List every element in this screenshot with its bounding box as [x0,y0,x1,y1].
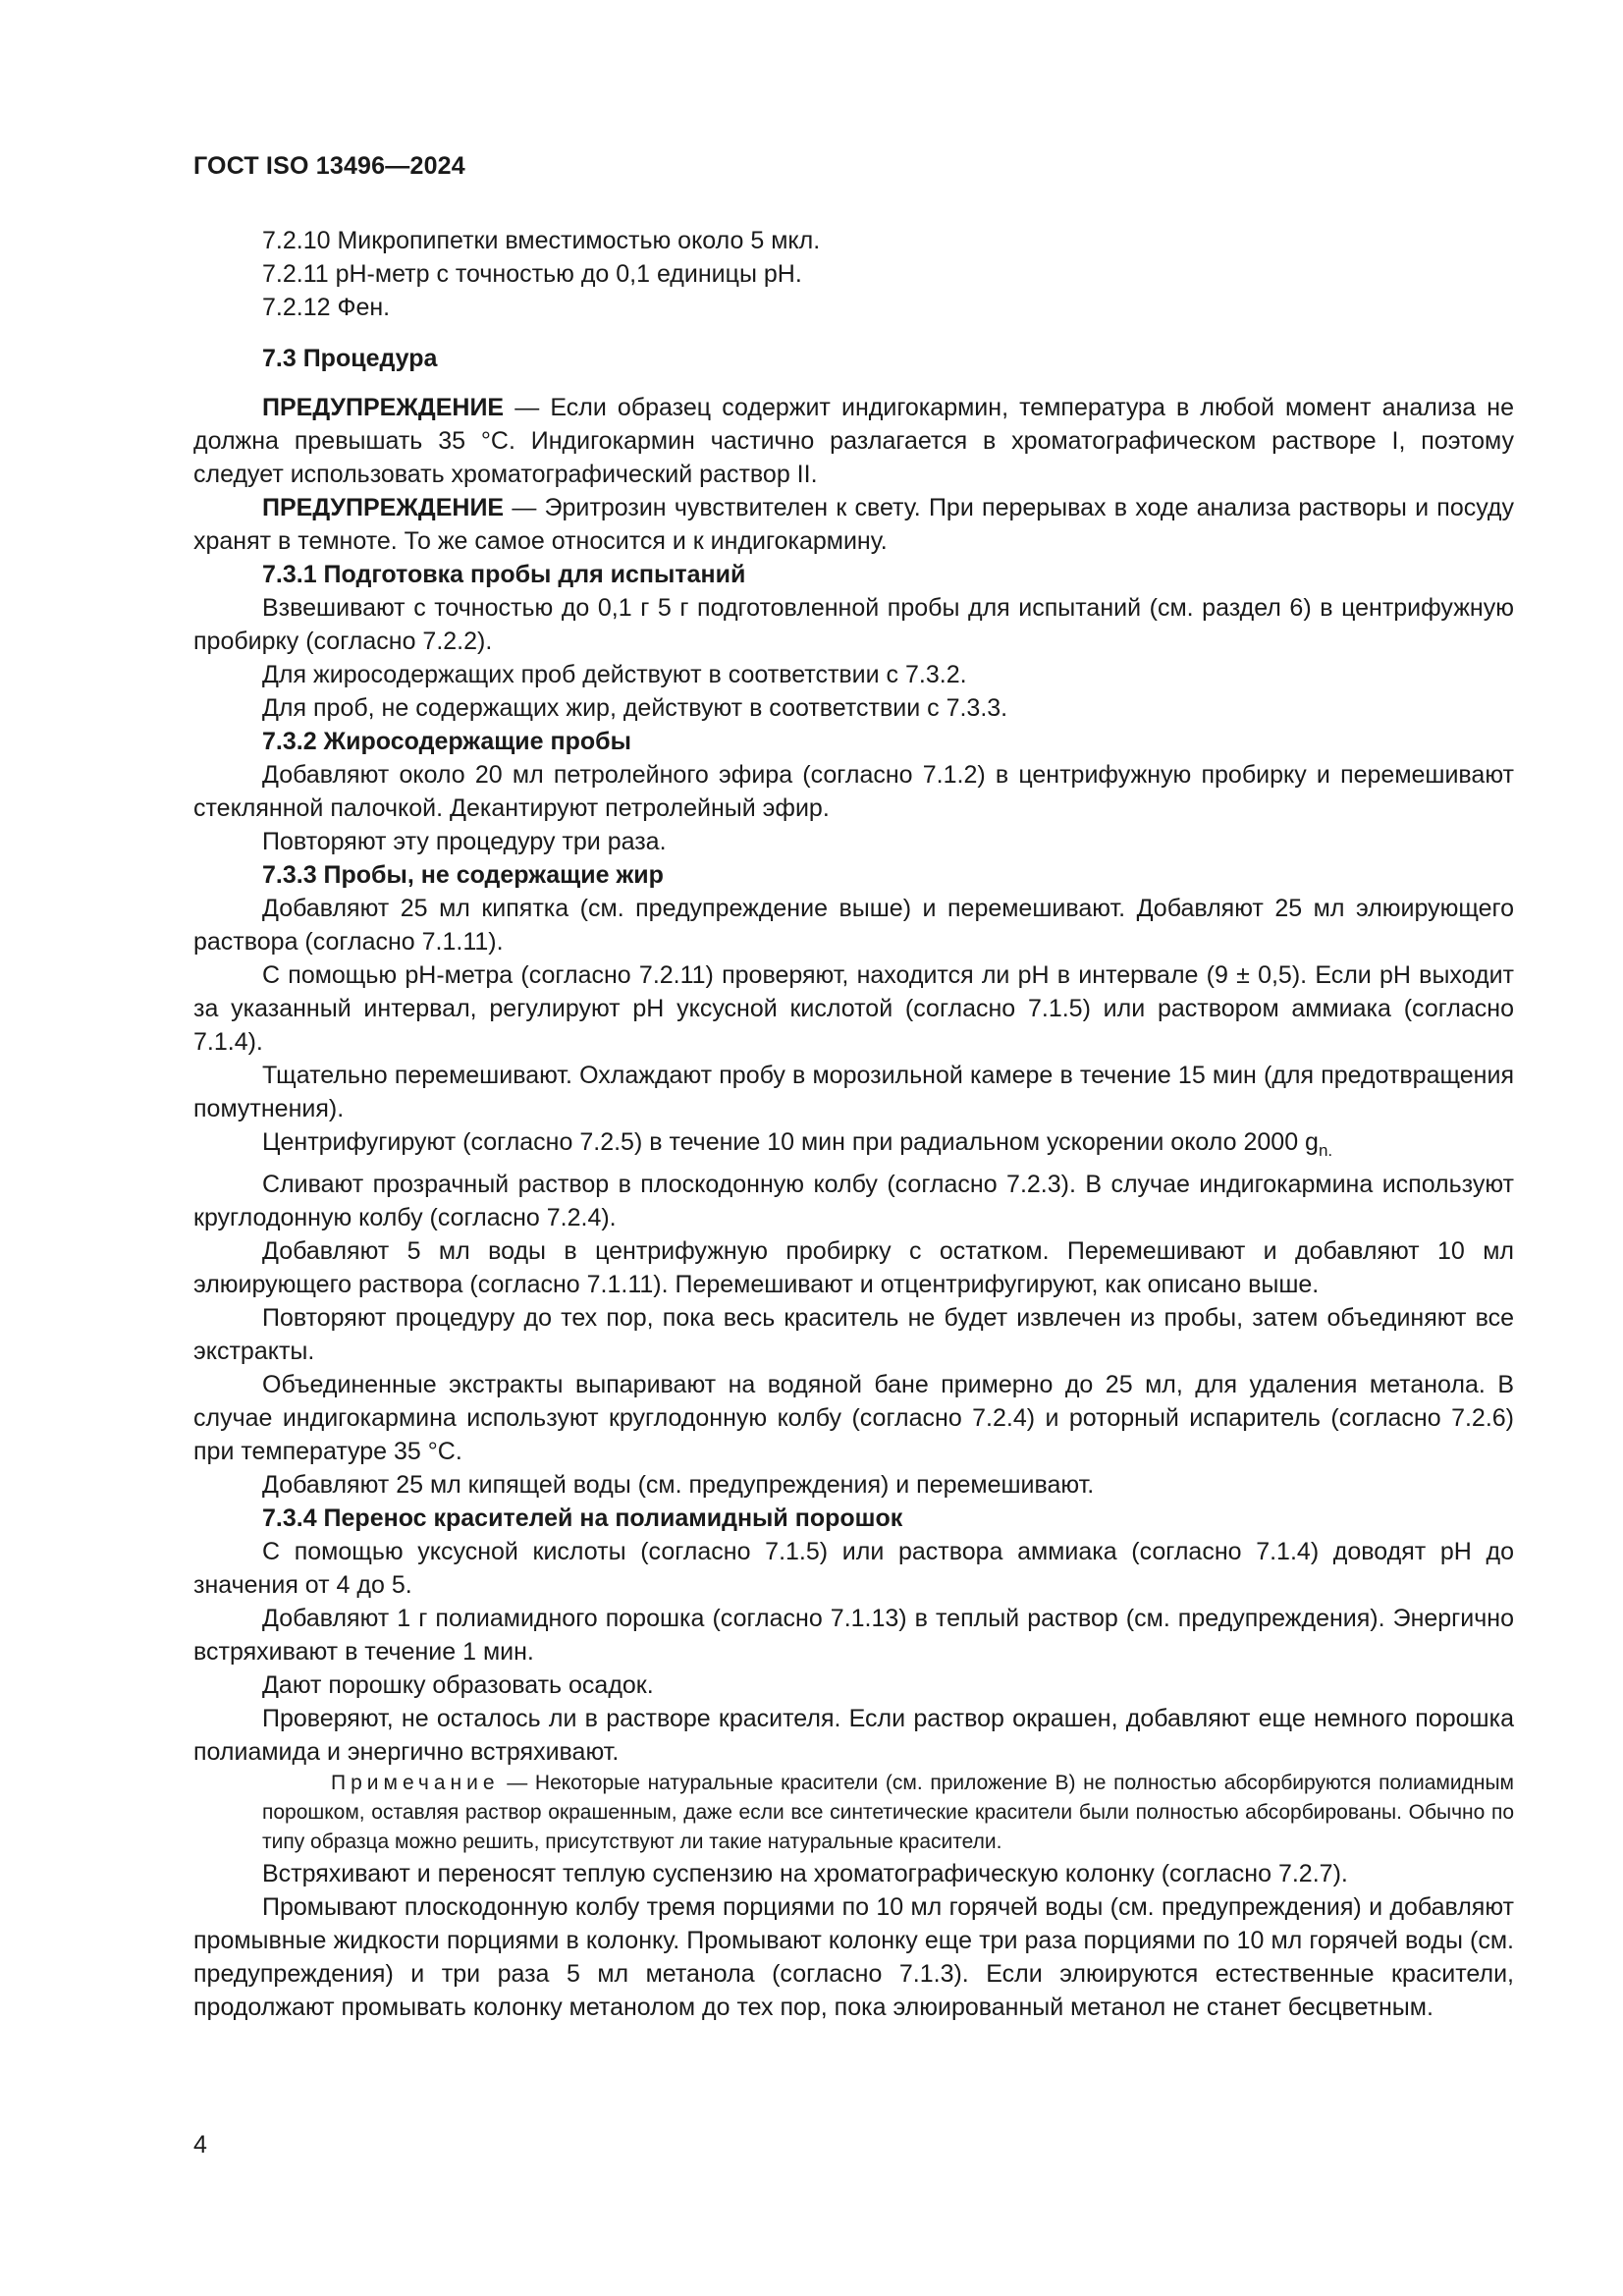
paragraph: Добавляют около 20 мл петролейного эфира (согласно 7.1.2) в центрифужную пробирку и перемешивают стеклянной палочкой. Декантируют петролейный эфир. [193,761,1514,822]
warning-text: — Если образец содержит индигокармин, температура в любой момент анализа не должна превышать 35 °С. Индигокармин частично разлагается в хроматографическом растворе I, поэтому следует использовать хроматографический раствор II. [193,394,1514,488]
warning-paragraph-2 [193,491,1514,558]
paragraph: Добавляют 25 мл кипящей воды (см. предупреждения) и перемешивают. [262,1471,1095,1499]
warning-label: ПРЕДУПРЕЖДЕНИЕ [262,494,505,521]
paragraph: Повторяют эту процедуру три раза. [262,828,667,855]
section-title-7-3: 7.3 Процедура [262,345,438,372]
paragraph: Промывают плоскодонную колбу тремя порциями по 10 мл горячей воды (см. предупреждения) и добавляют промывные жидкости порциями в колонку. Промывают колонку еще три раза порциями по 10 мл горячей воды (см. предупреждения) и три раза 5 мл метанола (согласно 7.1.3). Если элюируются естественные красители, продолжают промывать колонку метанолом до тех пор, пока элюированный метанол не станет бесцветным. [193,1893,1514,2021]
section-title-7-3-1: 7.3.1 Подготовка пробы для испытаний [262,561,746,588]
item-7-2-10: 7.2.10 Микропипетки вместимостью около 5 мкл. [262,227,821,254]
section-title-7-3-4: 7.3.4 Перенос красителей на полиамидный порошок [262,1504,903,1532]
paragraph: Добавляют 1 г полиамидного порошка (согласно 7.1.13) в теплый раствор (см. предупреждения). Энергично встряхивают в течение 1 мин. [193,1605,1514,1666]
page-number: 4 [193,2131,207,2159]
section-title-7-3-2: 7.3.2 Жиросодержащие пробы [262,728,631,755]
paragraph: Тщательно перемешивают. Охлаждают пробу в морозильной камере в течение 15 мин (для предотвращения помутнения). [193,1062,1514,1122]
paragraph: Добавляют 5 мл воды в центрифужную пробирку с остатком. Перемешивают и добавляют 10 мл элюирующего раствора (согласно 7.1.11). Перемешивают и отцентрифугируют, как описано выше. [193,1237,1514,1298]
paragraph: Повторяют процедуру до тех пор, пока весь краситель не будет извлечен из пробы, затем объединяют все экстракты. [193,1304,1514,1365]
paragraph: Встряхивают и переносят теплую суспензию на хроматографическую колонку (согласно 7.2.7). [262,1860,1348,1887]
warning-text: — Эритрозин чувствителен к свету. При перерывах в ходе анализа растворы и посуду хранят в темноте. То же самое относится и к индигокармину. [193,494,1514,555]
paragraph: Дают порошку образовать осадок. [262,1671,654,1699]
paragraph: Сливают прозрачный раствор в плоскодонную колбу (согласно 7.2.3). В случае индигокармина используют круглодонную колбу (согласно 7.2.4). [193,1171,1514,1231]
note-block [193,1769,1514,1857]
paragraph: Проверяют, не осталось ли в растворе красителя. Если раствор окрашен, добавляют еще немного порошка полиамида и энергично встряхивают. [193,1705,1514,1766]
centrifuge-text: Центрифугируют (согласно 7.2.5) в течение 10 мин при радиальном ускорении около 2000 g [262,1128,1319,1156]
paragraph: С помощью уксусной кислоты (согласно 7.1.5) или раствора аммиака (согласно 7.1.4) доводят pH до значения от 4 до 5. [193,1538,1514,1599]
paragraph-centrifuge [193,1125,1514,1168]
paragraph: Взвешивают с точностью до 0,1 г 5 г подготовленной пробы для испытаний (см. раздел 6) в центрифужную пробирку (согласно 7.2.2). [193,594,1514,655]
page-content [193,224,1514,2024]
paragraph: Для проб, не содержащих жир, действуют в соответствии с 7.3.3. [262,694,1008,722]
warning-paragraph-1 [193,391,1514,491]
standard-header: ГОСТ ISO 13496—2024 [193,152,465,180]
note-text: — Некоторые натуральные красители (см. приложение В) не полностью абсорбируются полиамидным порошком, оставляя раствор окрашенным, даже если все синтетические красители были полностью абсорбированы. Обычно по типу образца можно решить, присутствуют ли такие натуральные красители. [262,1772,1514,1853]
subscript-n: n. [1318,1141,1333,1160]
paragraph: С помощью pH-метра (согласно 7.2.11) проверяют, находится ли pH в интервале (9 ± 0,5). Если pH выходит за указанный интервал, регулируют pH уксусной кислотой (согласно 7.1.5) или раствором аммиака (согласно 7.1.4). [193,961,1514,1056]
note-label: Примечание [331,1772,500,1794]
item-7-2-11: 7.2.11 pH-метр с точностью до 0,1 единицы pH. [262,260,802,288]
paragraph: Для жиросодержащих проб действуют в соответствии с 7.3.2. [262,661,967,688]
warning-label: ПРЕДУПРЕЖДЕНИЕ [262,394,505,421]
item-7-2-12: 7.2.12 Фен. [262,294,391,321]
paragraph: Добавляют 25 мл кипятка (см. предупреждение выше) и перемешивают. Добавляют 25 мл элюирующего раствора (согласно 7.1.11). [193,895,1514,956]
section-title-7-3-3: 7.3.3 Пробы, не содержащие жир [262,861,664,889]
paragraph: Объединенные экстракты выпаривают на водяной бане примерно до 25 мл, для удаления метанола. В случае индигокармина используют круглодонную колбу (согласно 7.2.4) и роторный испаритель (согласно 7.2.6) при температуре 35 °С. [193,1371,1514,1465]
